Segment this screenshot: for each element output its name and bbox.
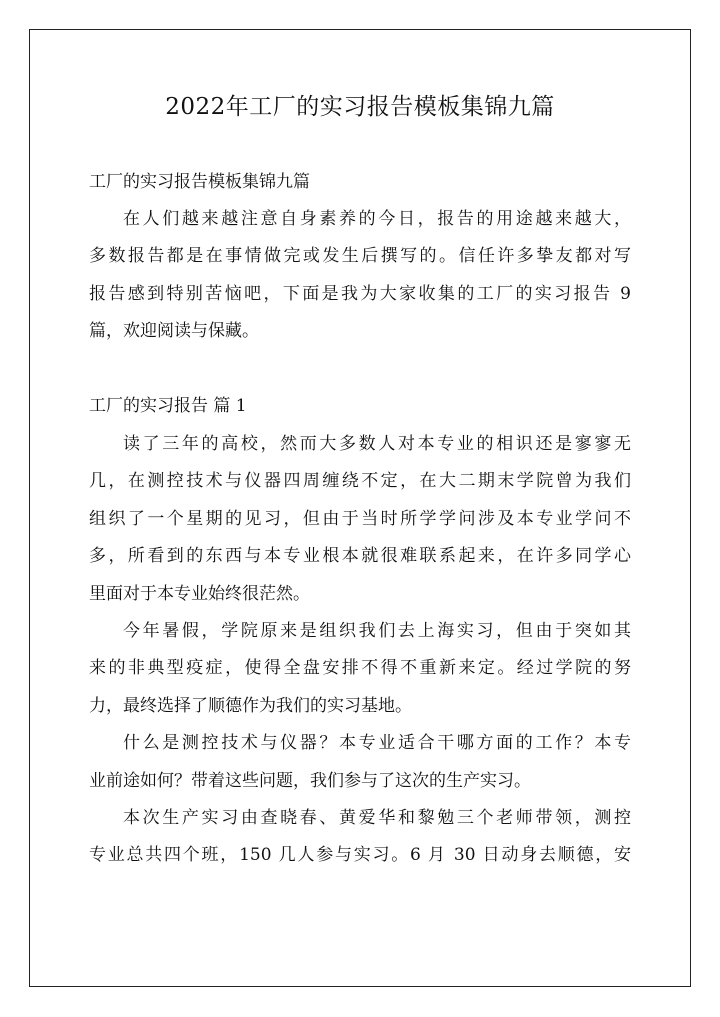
p1-line-1: 读了三年的高校，然而大多数人对本专业的相识还是寥寥无: [123, 434, 631, 454]
p2-line-3: 力，最终选择了顺德作为我们的实习基地。: [89, 696, 412, 716]
intro-line-3: 报告感到特别苦恼吧，下面是我为大家收集的工厂的实习报告 9: [89, 284, 631, 304]
document-title: 2022年工厂的实习报告模板集锦九篇: [165, 94, 555, 120]
p1-line-4: 多，所看到的东西与本专业根本就很难联系起来，在许多同学心: [89, 546, 631, 566]
p4-line-2: 专业总共四个班，150 几人参与实习。6 月 30 日动身去顺德，安: [89, 845, 631, 865]
intro-heading: 工厂的实习报告模板集锦九篇: [89, 172, 310, 192]
section1-heading: 工厂的实习报告 篇 1: [89, 396, 247, 416]
intro-line-2: 多数报告都是在事情做完或发生后撰写的。信任许多挚友都对写: [89, 246, 631, 266]
p1-line-5: 里面对于本专业始终很茫然。: [89, 584, 310, 604]
intro-line-4: 篇，欢迎阅读与保藏。: [89, 321, 259, 341]
p3-line-2: 业前途如何？带着这些问题，我们参与了这次的生产实习。: [89, 771, 531, 791]
p1-line-3: 组织了一个星期的见习，但由于当时所学学问涉及本专业学问不: [89, 509, 631, 529]
p4-line-1: 本次生产实习由查晓春、黄爱华和黎勉三个老师带领，测控: [123, 808, 631, 828]
intro-line-1: 在人们越来越注意自身素养的今日，报告的用途越来越大，: [123, 209, 631, 229]
p3-line-1: 什么是测控技术与仪器？本专业适合干哪方面的工作？本专: [123, 733, 631, 753]
p2-line-1: 今年暑假，学院原来是组织我们去上海实习，但由于突如其: [123, 621, 631, 641]
p2-line-2: 来的非典型疫症，使得全盘安排不得不重新来定。经过学院的努: [89, 658, 631, 678]
p1-line-2: 几，在测控技术与仪器四周缠绕不定，在大二期末学院曾为我们: [89, 471, 631, 491]
